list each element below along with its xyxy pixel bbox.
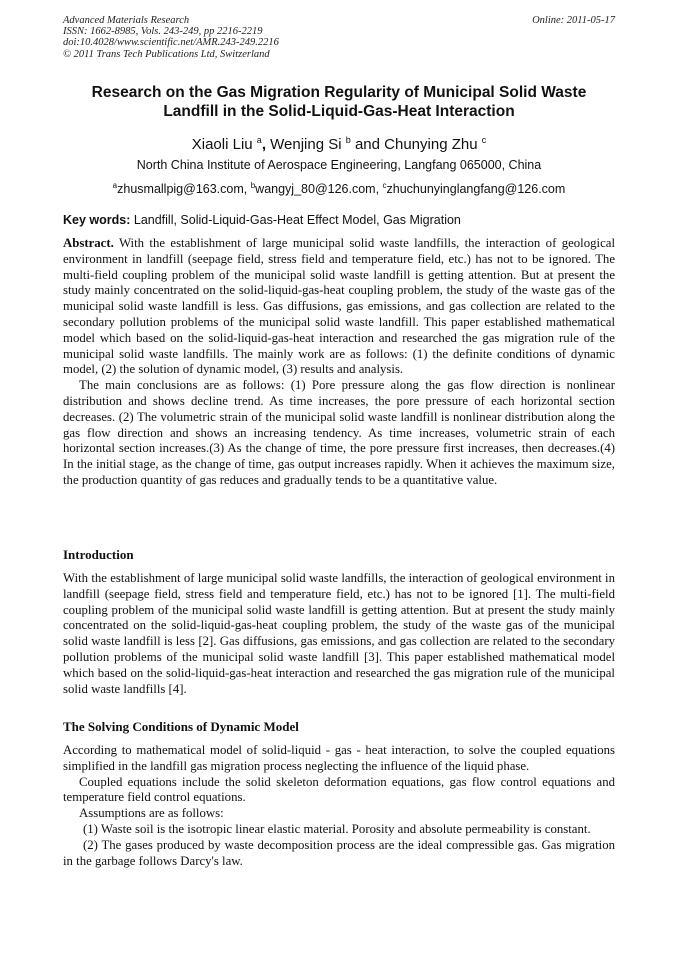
author-2: Wenjing Si — [270, 136, 342, 153]
email-list — [60, 178, 618, 197]
keywords-label: Key words: — [63, 213, 131, 227]
solving-paragraph-1: According to mathematical model of solid-liquid - gas - heat interaction, to solve the coupled equations simplified in the landfill gas migration process neglecting the influence of the liquid phase. — [63, 743, 615, 773]
copyright-line: © 2011 Trans Tech Publications Ltd, Switzerland — [63, 48, 270, 60]
author-sep-2: and — [350, 136, 385, 153]
introduction-heading: Introduction — [63, 547, 134, 562]
journal-header — [63, 15, 615, 60]
solving-paragraph-4: (1) Waste soil is the isotropic linear elastic material. Porosity and absolute permeability is constant. — [83, 821, 591, 836]
author-3: Chunying Zhu — [384, 136, 478, 153]
abstract-paragraph-2: The main conclusions are as follows: (1) Pore pressure along the gas flow direction is nonlinear distribution and shows decline trend. As time increases, the pore pressure of each horizontal section decreases. (2) The volumetric strain of the municipal solid waste landfill is nonlinear distribution along the gas flow direction and shows an increasing tendency. As time increases, volumetric strain of each horizontal section increases.(3) As the change of time, the pore pressure first increases, then decreases.(4) In the initial stage, as the change of time, gas output increases rapidly. When it achieves the maximum size, the production quantity of gas reduces and gradually tends to be a quantitative value. — [63, 378, 615, 487]
keywords — [63, 213, 615, 228]
keywords-text: Landfill, Solid-Liquid-Gas-Heat Effect Model, Gas Migration — [130, 213, 461, 227]
email-2: wangyj_80@126.com, — [255, 182, 383, 196]
email-1-sup: a — [112, 181, 118, 190]
issn-line: ISSN: 1662-8985, Vols. 243-249, pp 2216-2219 — [63, 26, 263, 38]
paper-title — [60, 83, 618, 121]
author-1-sup: a — [256, 135, 262, 145]
author-3-sup: c — [481, 135, 487, 145]
author-list — [60, 131, 618, 154]
solving-paragraph-5: (2) The gases produced by waste decomposition process are the ideal compressible gas. Gas migration in the garbage follows Darcy's law. — [63, 837, 615, 868]
email-3-sup: c — [382, 181, 387, 190]
doi-line: doi:10.4028/www.scientific.net/AMR.243-249.2216 — [63, 37, 279, 49]
solving-section — [63, 743, 615, 869]
abstract-label: Abstract. — [63, 236, 114, 250]
introduction-section — [63, 571, 615, 697]
title-line-2: Landfill in the Solid-Liquid-Gas-Heat Interaction — [163, 103, 515, 120]
author-sep-1: , — [261, 136, 271, 153]
abstract-text-1: With the establishment of large municipal solid waste landfills, the interaction of geological environment in landfill (seepage field, stress field and temperature field, etc.) has not to be ignored. The multi-field coupling problem of the municipal solid waste landfill is getting attention. But at present the study mainly concentrated on the solid-liquid-gas-heat coupling problem, the study of the waste gas of the municipal solid waste landfill is less. Gas diffusions, gas emissions, and gas collection are related to the secondary pollution problems of the municipal solid waste landfill. This paper established mathematical model which based on the solid-liquid-gas-heat interaction and researched the gas migration rule of the municipal solid waste landfills. The mainly work are as follows: (1) the definite conditions of dynamic model, (2) the solution of dynamic model, (3) results and analysis. — [63, 236, 615, 377]
author-2-sup: b — [345, 135, 351, 145]
abstract-paragraph-1 — [63, 236, 615, 378]
author-1: Xiaoli Liu — [191, 136, 253, 153]
journal-name: Advanced Materials Research — [63, 15, 190, 26]
affiliation: North China Institute of Aerospace Engineering, Langfang 065000, China — [136, 158, 542, 172]
introduction-paragraph: With the establishment of large municipal solid waste landfills, the interaction of geological environment in landfill (seepage field, stress field and temperature field, etc.) has not to be ignored [1]. The multi-field coupling problem of the municipal solid waste landfill is getting attention. But at present the study mainly concentrated on the solid-liquid-gas-heat coupling problem, the study of the waste gas of the municipal solid waste landfill is less [2]. Gas diffusions, gas emissions, and gas collection are related to the secondary pollution problems of the municipal solid waste landfill [3]. This paper established mathematical model which based on the solid-liquid-gas-heat interaction and researched the gas migration rule of the municipal solid waste landfills [4]. — [63, 571, 615, 696]
email-3: zhuchunyinglangfang@126.com — [386, 182, 566, 196]
email-2-sup: b — [250, 181, 256, 190]
online-date: Online: 2011-05-17 — [532, 15, 615, 26]
solving-heading: The Solving Conditions of Dynamic Model — [63, 719, 299, 734]
solving-paragraph-3: Assumptions are as follows: — [79, 806, 224, 821]
solving-paragraph-2: Coupled equations include the solid skeleton deformation equations, gas flow control equations and temperature field control equations. — [63, 774, 615, 805]
email-1: zhusmallpig@163.com, — [117, 182, 251, 196]
title-line-1: Research on the Gas Migration Regularity of Municipal Solid Waste — [91, 84, 587, 101]
abstract-section — [63, 236, 615, 489]
